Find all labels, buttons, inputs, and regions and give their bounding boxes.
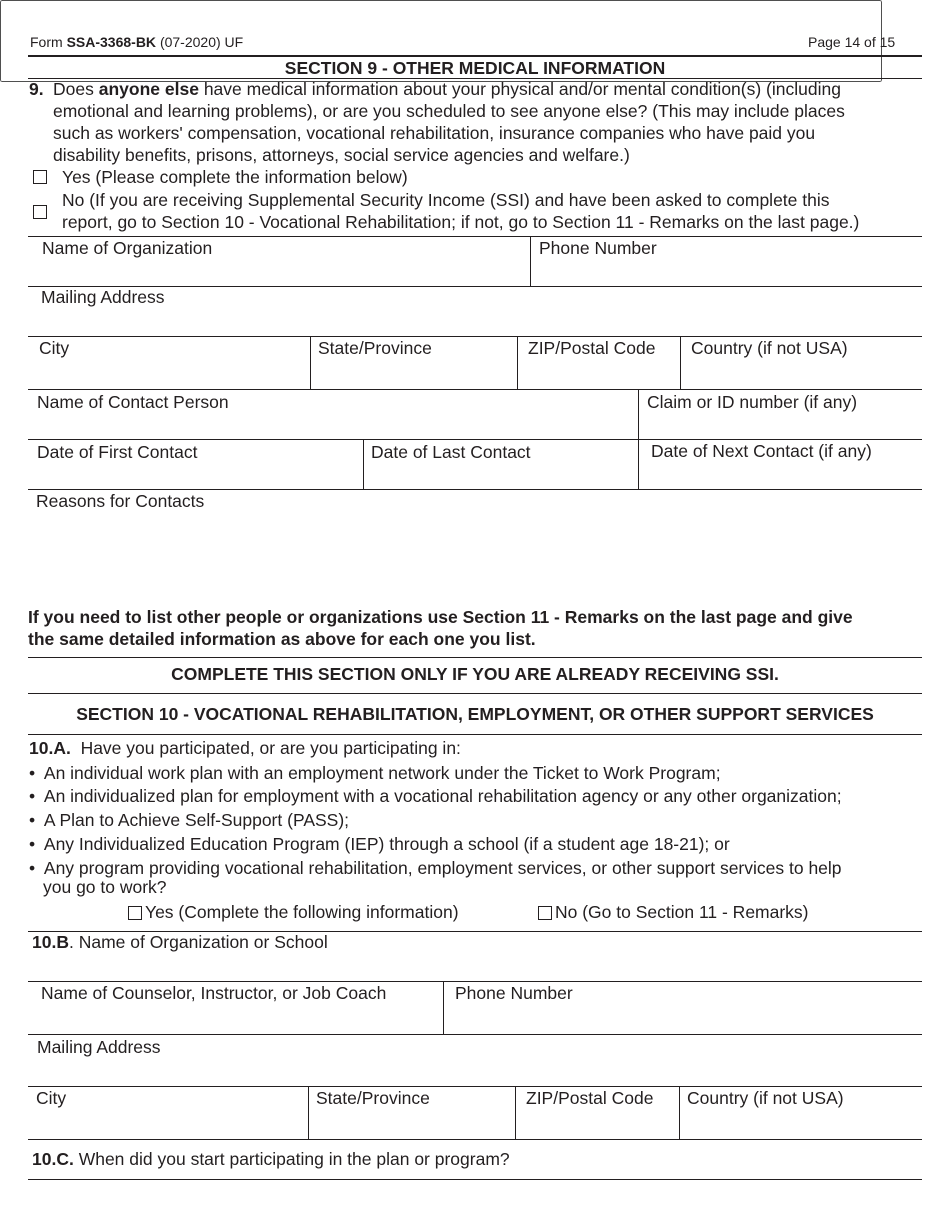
question-10a bbox=[29, 737, 461, 759]
country-input[interactable] bbox=[686, 1113, 914, 1133]
bullet-marker: • bbox=[29, 810, 36, 830]
divider bbox=[363, 439, 364, 489]
question-line-4: disability benefits, prisons, attorneys, social service agencies and welfare.) bbox=[53, 145, 630, 165]
bullet-marker: • bbox=[29, 763, 36, 783]
contact-person-label: Name of Contact Person bbox=[37, 392, 229, 412]
form-identifier bbox=[30, 34, 243, 50]
bullet-5-continued: you go to work? bbox=[43, 877, 167, 897]
bullet-text: Any Individualized Education Program (IEP) through a school (if a student age 18-21); or bbox=[43, 834, 730, 854]
question-line-3: such as workers' compensation, vocational rehabilitation, insurance companies who have paid you bbox=[53, 123, 816, 143]
phone-label: Phone Number bbox=[455, 983, 573, 1003]
divider bbox=[679, 1086, 680, 1139]
org-name-input[interactable] bbox=[40, 262, 520, 282]
page-number: Page 14 of 15 bbox=[808, 34, 896, 50]
divider bbox=[443, 981, 444, 1034]
bullet-text: An individual work plan with an employment network under the Ticket to Work Program; bbox=[43, 763, 721, 783]
state-label: State/Province bbox=[316, 1088, 430, 1108]
bullet-marker: • bbox=[29, 786, 36, 806]
bullet-marker: • bbox=[29, 858, 36, 878]
phone-label: Phone Number bbox=[539, 238, 657, 258]
divider bbox=[638, 389, 639, 439]
section9-title: SECTION 9 - OTHER MEDICAL INFORMATION bbox=[284, 58, 666, 78]
divider bbox=[638, 439, 639, 489]
question-text: Does bbox=[53, 79, 94, 99]
divider bbox=[28, 657, 922, 658]
mailing-address-label: Mailing Address bbox=[37, 1037, 161, 1057]
section9-yes-checkbox[interactable] bbox=[33, 170, 47, 184]
org-name-label: Name of Organization bbox=[42, 238, 213, 258]
city-input[interactable] bbox=[38, 363, 303, 383]
bullet-1 bbox=[29, 762, 721, 784]
city-label: City bbox=[39, 338, 70, 358]
question-10c bbox=[32, 1148, 510, 1170]
question-number: 10.B bbox=[32, 932, 69, 952]
question-text: have medical information about your physical and/or mental condition(s) (including bbox=[203, 79, 841, 99]
bullet-3 bbox=[29, 809, 349, 831]
section10-no-label: No (Go to Section 11 - Remarks) bbox=[555, 902, 809, 922]
next-contact-label: Date of Next Contact (if any) bbox=[651, 441, 872, 461]
country-input[interactable] bbox=[690, 363, 915, 383]
claim-id-label: Claim or ID number (if any) bbox=[647, 392, 858, 412]
question-text: Have you participated, or are you participating in: bbox=[80, 738, 461, 758]
mailing-address-label: Mailing Address bbox=[41, 287, 165, 307]
state-input[interactable] bbox=[318, 363, 510, 383]
bullet-marker: • bbox=[29, 834, 36, 854]
first-contact-label: Date of First Contact bbox=[37, 442, 198, 462]
divider bbox=[28, 1034, 922, 1035]
bullet-text: An individualized plan for employment with a vocational rehabilitation agency or any other organization; bbox=[43, 786, 842, 806]
note-line-2: the same detailed information as above for each one you list. bbox=[28, 629, 536, 649]
form-id: SSA-3368-BK bbox=[66, 34, 157, 50]
divider bbox=[530, 236, 531, 286]
zip-label: ZIP/Postal Code bbox=[528, 338, 656, 358]
section10-yes-checkbox[interactable] bbox=[128, 906, 142, 920]
question-line-2: emotional and learning problems), or are you scheduled to see anyone else? (This may include places bbox=[53, 101, 845, 121]
question-number: 9. bbox=[29, 79, 44, 99]
section9-no-label-line1: No (If you are receiving Supplemental Security Income (SSI) and have been asked to complete this bbox=[62, 190, 830, 210]
bullet-4 bbox=[29, 833, 730, 855]
divider bbox=[28, 389, 922, 390]
last-contact-label: Date of Last Contact bbox=[371, 442, 531, 462]
zip-input[interactable] bbox=[526, 363, 674, 383]
form-revision: (07-2020) UF bbox=[159, 34, 244, 50]
last-contact-input[interactable] bbox=[370, 465, 632, 485]
section9-no-checkbox[interactable] bbox=[33, 205, 47, 219]
org-school-input[interactable] bbox=[36, 957, 912, 977]
bullet-2 bbox=[29, 785, 842, 807]
section9-yes-label: Yes (Please complete the information below) bbox=[62, 167, 408, 187]
divider bbox=[28, 1179, 922, 1180]
claim-id-input[interactable] bbox=[646, 415, 914, 435]
reasons-label: Reasons for Contacts bbox=[36, 491, 205, 511]
divider bbox=[310, 336, 311, 389]
zip-input[interactable] bbox=[525, 1113, 673, 1133]
contact-person-input[interactable] bbox=[36, 415, 631, 435]
bullet-text: A Plan to Achieve Self-Support (PASS); bbox=[43, 810, 350, 830]
start-date-input[interactable] bbox=[560, 1150, 914, 1170]
state-input[interactable] bbox=[315, 1113, 508, 1133]
question-10b bbox=[32, 931, 328, 953]
section9-no-label-line2: report, go to Section 10 - Vocational Rehabilitation; if not, go to Section 11 - Remarks on the last page.) bbox=[62, 212, 860, 232]
divider bbox=[517, 336, 518, 389]
city-label: City bbox=[36, 1088, 67, 1108]
section10-title: SECTION 10 - VOCATIONAL REHABILITATION, EMPLOYMENT, OR OTHER SUPPORT SERVICES bbox=[76, 704, 874, 724]
divider bbox=[308, 1086, 309, 1139]
divider bbox=[28, 693, 922, 694]
counselor-label: Name of Counselor, Instructor, or Job Coach bbox=[41, 983, 387, 1003]
question-emphasis: anyone else bbox=[98, 79, 199, 99]
question-number: 10.A. bbox=[29, 738, 71, 758]
question-line-1 bbox=[53, 78, 841, 100]
next-contact-input[interactable] bbox=[650, 465, 914, 485]
question-text: . Name of Organization or School bbox=[68, 932, 328, 952]
section10-yes-label: Yes (Complete the following information) bbox=[145, 902, 459, 922]
phone-input[interactable] bbox=[454, 1008, 914, 1028]
note-line-1: If you need to list other people or organizations use Section 11 - Remarks on the last page and give bbox=[28, 607, 853, 627]
question-text: When did you start participating in the plan or program? bbox=[78, 1149, 510, 1169]
divider bbox=[28, 1139, 922, 1140]
question-number: 10.C. bbox=[32, 1149, 74, 1169]
counselor-input[interactable] bbox=[40, 1008, 435, 1028]
mailing-address-input[interactable] bbox=[36, 1061, 912, 1081]
city-input[interactable] bbox=[35, 1113, 301, 1133]
country-label: Country (if not USA) bbox=[691, 338, 848, 358]
divider bbox=[28, 734, 922, 735]
form-prefix: Form bbox=[30, 34, 63, 50]
divider bbox=[515, 1086, 516, 1139]
country-label: Country (if not USA) bbox=[687, 1088, 844, 1108]
state-label: State/Province bbox=[318, 338, 432, 358]
bullet-text: Any program providing vocational rehabilitation, employment services, or other support services to help bbox=[43, 858, 842, 878]
phone-input[interactable] bbox=[538, 262, 913, 282]
ssi-banner: COMPLETE THIS SECTION ONLY IF YOU ARE ALREADY RECEIVING SSI. bbox=[171, 664, 779, 684]
divider bbox=[680, 336, 681, 389]
mailing-address-input[interactable] bbox=[40, 312, 910, 332]
zip-label: ZIP/Postal Code bbox=[526, 1088, 654, 1108]
section10-no-checkbox[interactable] bbox=[538, 906, 552, 920]
first-contact-input[interactable] bbox=[36, 465, 356, 485]
